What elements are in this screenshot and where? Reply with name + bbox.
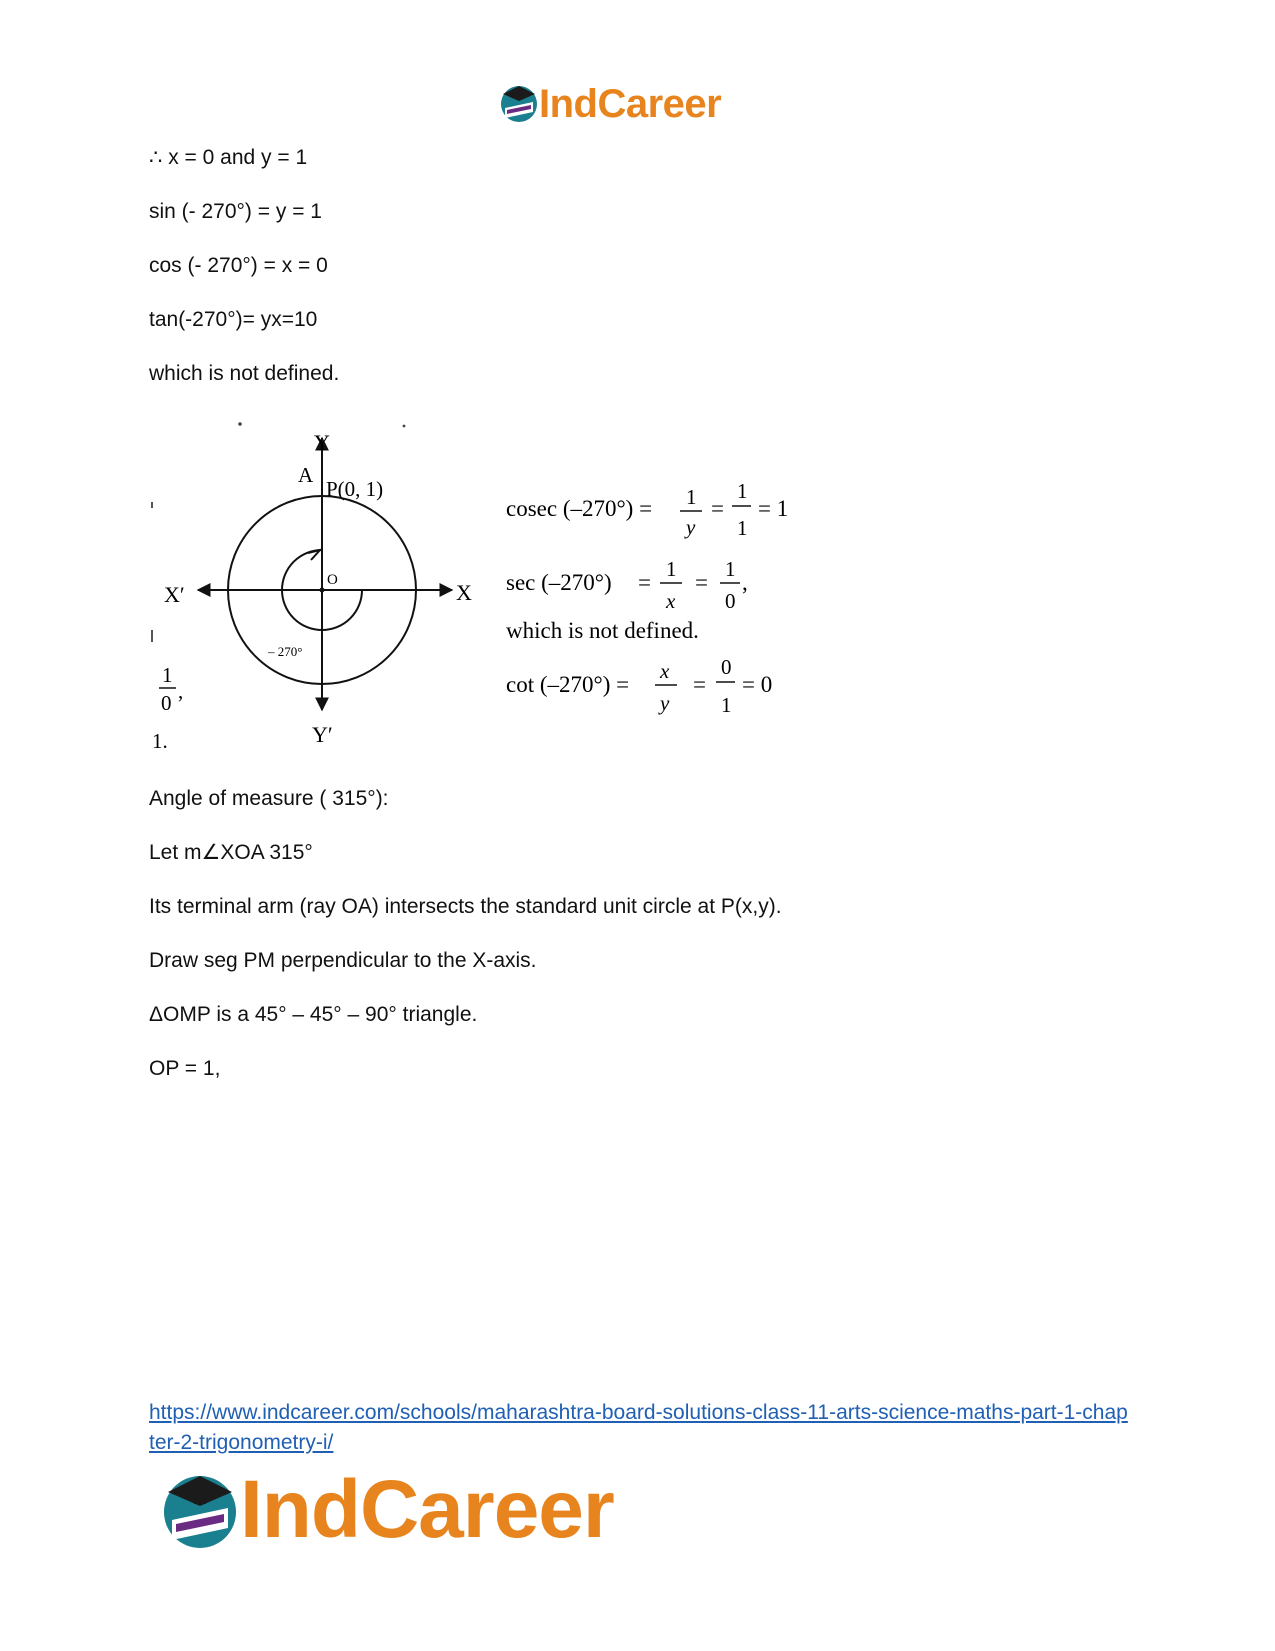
edge-fraction-comma: , — [178, 679, 184, 703]
text-line-2: sin (- 270°) = y = 1 — [149, 200, 322, 223]
text-line-10: ΔOMP is a 45° – 45° – 90° triangle. — [149, 1003, 478, 1026]
svg-text:=: = — [638, 570, 651, 595]
edge-text: 1. — [152, 729, 168, 753]
footer-logo — [160, 1460, 720, 1560]
label-angle: – 270° — [268, 644, 303, 659]
header-logo — [499, 76, 769, 132]
svg-text:=: = — [695, 570, 708, 595]
edge-fraction-denominator: 0 — [161, 691, 172, 715]
svg-text:=: = — [693, 672, 706, 697]
axis-label-x: X — [456, 580, 472, 605]
sec-tail: , — [742, 570, 748, 595]
axis-label-y: Y — [314, 430, 330, 455]
sec-f1-den: x — [666, 589, 676, 613]
logo-wordmark: IndCareer — [240, 1464, 614, 1555]
text-line-7: Let m∠XOA 315° — [149, 841, 313, 864]
sec-f1-num: 1 — [666, 557, 677, 581]
cosec-f2-num: 1 — [737, 479, 748, 503]
text-line-4: tan(-270°)= yx=10 — [149, 308, 318, 331]
text-line-1: ∴ x = 0 and y = 1 — [149, 146, 308, 169]
label-p: P(0, 1) — [326, 477, 384, 501]
cosec-rhs: = 1 — [758, 496, 789, 521]
text-line-3: cos (- 270°) = x = 0 — [149, 254, 328, 277]
svg-text:=: = — [711, 496, 724, 521]
cosec-f1-den: y — [686, 515, 696, 539]
cot-f1-den: y — [660, 691, 670, 715]
cot-lhs: cot (–270°) = — [506, 672, 630, 697]
sec-f2-num: 1 — [725, 557, 736, 581]
graduation-cap-book-icon — [160, 1468, 240, 1552]
text-line-5: which is not defined. — [149, 362, 340, 385]
graduation-cap-book-icon — [499, 82, 539, 124]
unit-circle-figure — [150, 420, 850, 765]
text-line-11: OP = 1, — [149, 1057, 221, 1080]
sec-f2-den: 0 — [725, 589, 736, 613]
cosec-f2-den: 1 — [737, 516, 748, 540]
text-line-9: Draw seg PM perpendicular to the X-axis. — [149, 949, 537, 972]
edge-fraction-numerator: 1 — [162, 663, 173, 687]
cot-rhs: = 0 — [742, 672, 773, 697]
axis-label-x-neg: X′ — [164, 582, 185, 607]
text-line-6: Angle of measure ( 315°): — [149, 787, 389, 810]
cot-f2-num: 0 — [721, 655, 732, 679]
label-origin: O — [327, 572, 338, 588]
cosec-f1-num: 1 — [686, 485, 697, 509]
cot-f1-num: x — [660, 659, 670, 683]
text-line-8: Its terminal arm (ray OA) intersects the standard unit circle at P(x,y). — [149, 895, 782, 918]
logo-wordmark: IndCareer — [539, 82, 722, 126]
source-link[interactable]: https://www.indcareer.com/schools/maharashtra-board-solutions-class-11-arts-science-maths-part-1-chapter-2-trigonometry-i/ — [149, 1401, 1128, 1454]
cot-f2-den: 1 — [721, 693, 732, 717]
unit-circle-diagram — [150, 420, 850, 765]
axis-label-y-neg: Y′ — [312, 722, 333, 747]
label-a: A — [298, 463, 314, 487]
sec-lhs: sec (–270°) — [506, 570, 612, 595]
not-defined-text: which is not defined. — [506, 618, 699, 643]
cosec-lhs: cosec (–270°) = — [506, 496, 653, 521]
